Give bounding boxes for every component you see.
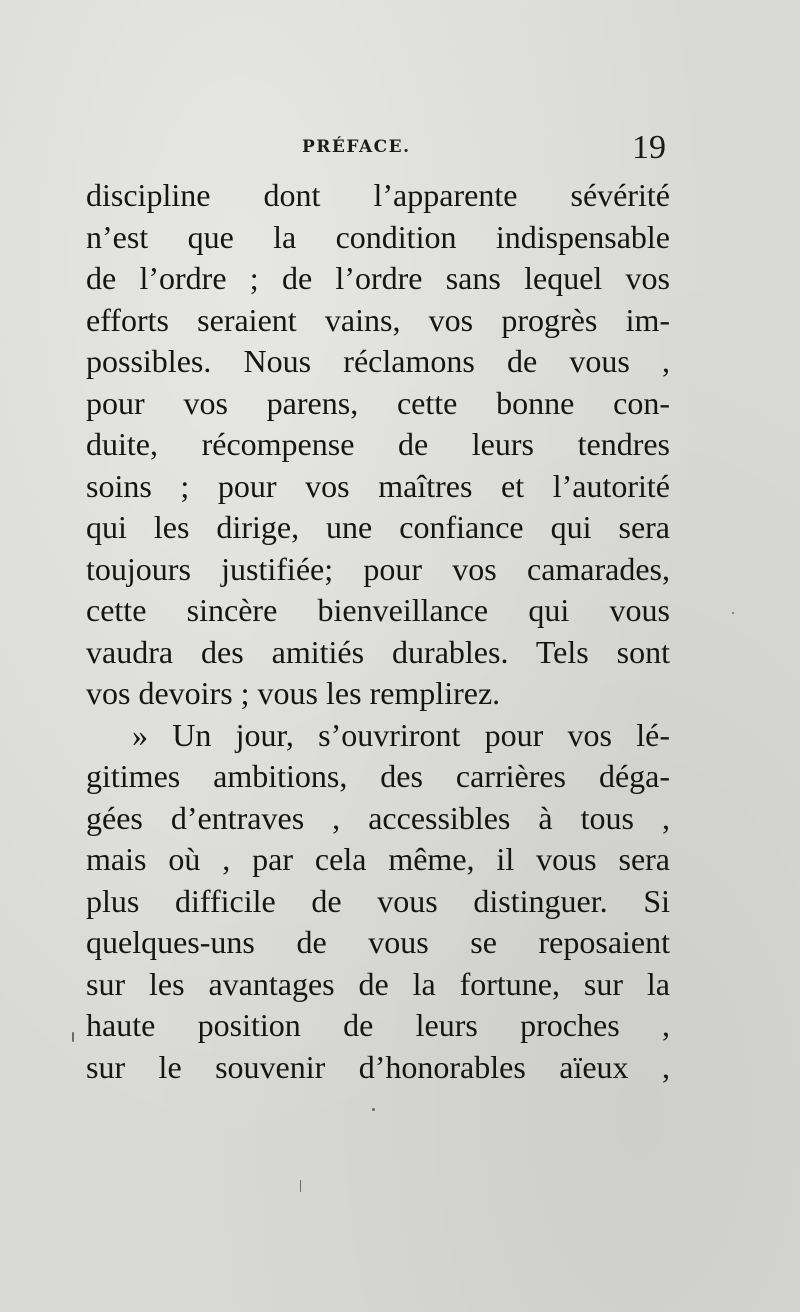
text-line: soins ; pour vos maîtres et l’autorité — [86, 467, 670, 504]
text-line: cette sincère bienveillance qui vous — [86, 592, 670, 628]
paper-speck — [372, 1108, 375, 1111]
running-head — [86, 129, 666, 167]
text-line: plus difficile de vous distinguer. Si — [86, 882, 670, 919]
text-line: gitimes ambitions, des carrières déga- — [86, 758, 670, 794]
text-line: quelques-uns de vous se reposaient — [86, 924, 670, 960]
text-line: duite, récompense de leurs tendres — [86, 426, 670, 462]
text-line: efforts seraient vains, vos progrès im- — [86, 301, 670, 338]
text-line: gées d’entraves , accessibles à tous , — [86, 799, 670, 836]
text-line: n’est que la condition indispensable — [86, 218, 670, 255]
paper-speck — [300, 1180, 301, 1192]
text-line: qui les dirige, une confiance qui sera — [86, 509, 670, 545]
text-line: pour vos parens, cette bonne con- — [86, 384, 670, 421]
body-text — [86, 175, 670, 1088]
text-line: possibles. Nous réclamons de vous , — [86, 343, 670, 379]
page-number: 19 — [632, 129, 666, 166]
text-line: sur les avantages de la fortune, sur la — [86, 965, 670, 1002]
paper-speck — [72, 1032, 74, 1042]
text-line: » Un jour, s’ouvriront pour vos lé- — [132, 716, 670, 753]
text-line: discipline dont l’apparente sévérité — [86, 177, 670, 213]
running-title: PRÉFACE. — [302, 137, 411, 157]
text-line: toujours justifiée; pour vos camarades, — [86, 550, 670, 587]
text-line: vos devoirs ; vous les remplirez. — [86, 675, 501, 711]
text-line: haute position de leurs proches , — [86, 1007, 670, 1043]
text-line: de l’ordre ; de l’ordre sans lequel vos — [86, 260, 670, 296]
paper-speck — [732, 612, 734, 614]
text-line: mais où , par cela même, il vous sera — [86, 841, 670, 877]
text-line: vaudra des amitiés durables. Tels sont — [86, 633, 670, 670]
text-line: sur le souvenir d’honorables aïeux , — [86, 1048, 670, 1085]
